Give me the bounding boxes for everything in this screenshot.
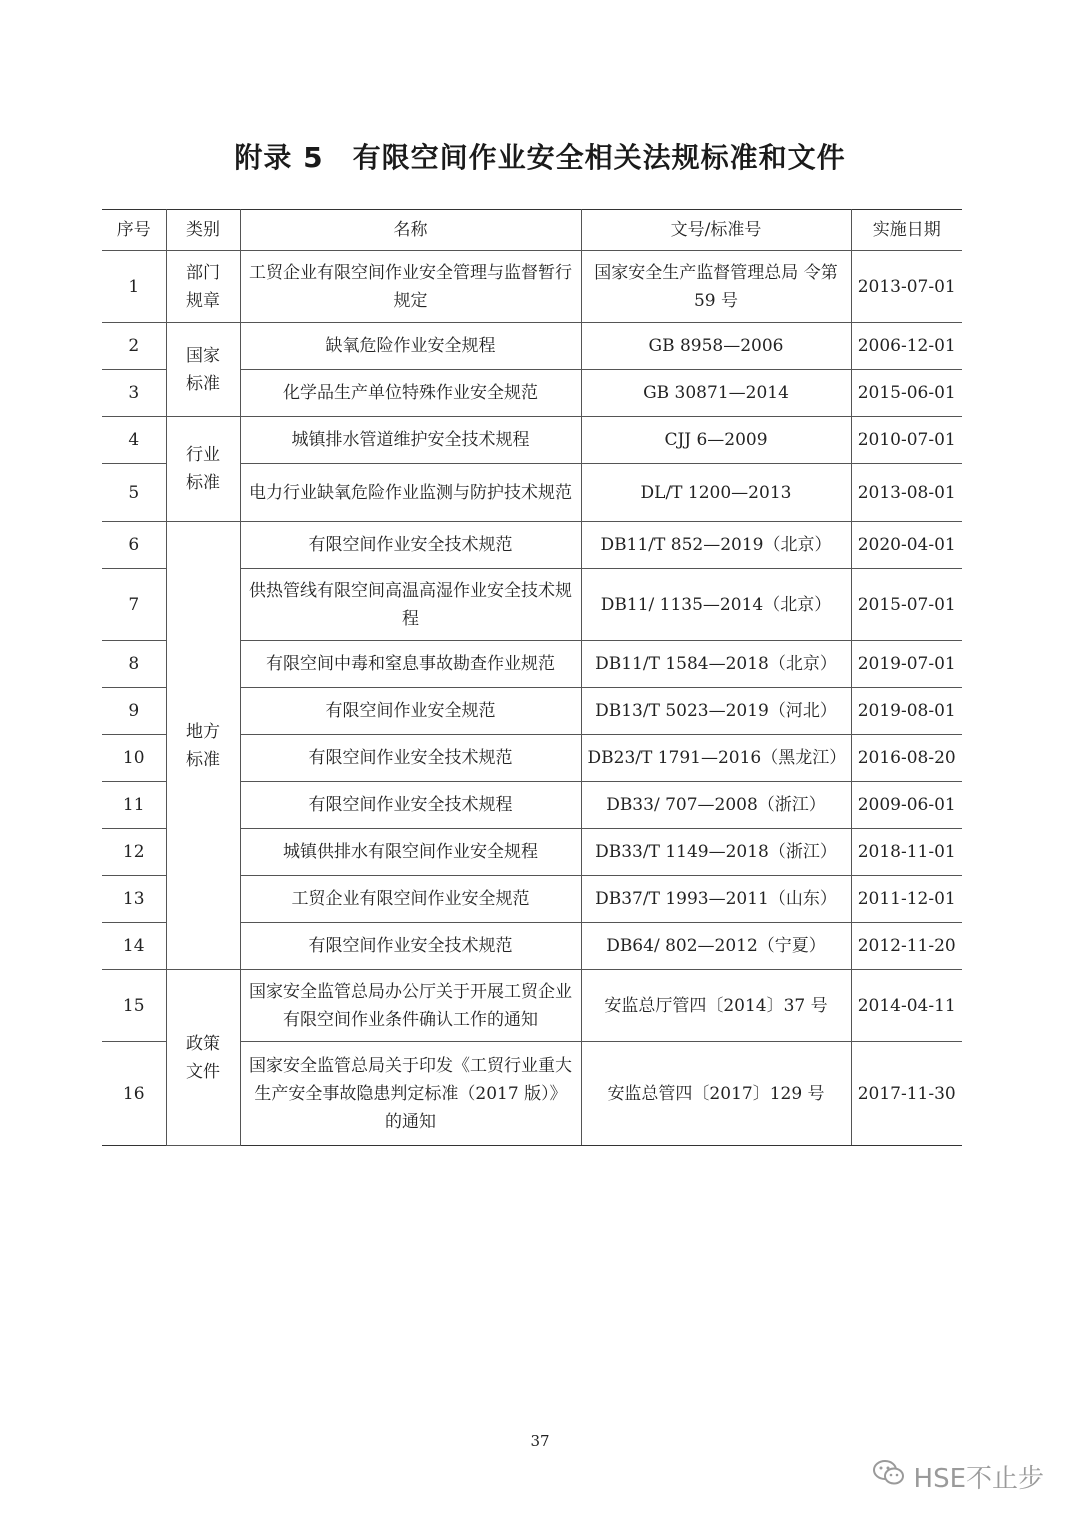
regulation-name: 国家安全监管总局关于印发《工贸行业重大生产安全事故隐患判定标准（2017 版）》的通知 bbox=[240, 1042, 581, 1146]
header-cell: 实施日期 bbox=[851, 210, 962, 251]
table-row bbox=[102, 251, 962, 323]
regulation-name: 化学品生产单位特殊作业安全规范 bbox=[240, 370, 581, 417]
document-number: DB11/T 1584—2018（北京） bbox=[581, 641, 851, 688]
document-number: DB23/T 1791—2016（黑龙江） bbox=[581, 735, 851, 782]
row-number: 2 bbox=[102, 323, 166, 370]
regulation-name: 有限空间作业安全技术规范 bbox=[240, 923, 581, 970]
document-number: GB 30871—2014 bbox=[581, 370, 851, 417]
document-number: GB 8958—2006 bbox=[581, 323, 851, 370]
row-number: 9 bbox=[102, 688, 166, 735]
effective-date: 2018-11-01 bbox=[851, 829, 962, 876]
row-number: 15 bbox=[102, 970, 166, 1042]
effective-date: 2012-11-20 bbox=[851, 923, 962, 970]
page-title: 附录 5 有限空间作业安全相关法规标准和文件 bbox=[234, 141, 846, 174]
row-number: 14 bbox=[102, 923, 166, 970]
regulation-name: 城镇供排水有限空间作业安全规程 bbox=[240, 829, 581, 876]
row-number: 6 bbox=[102, 522, 166, 569]
header-cell: 文号/标准号 bbox=[581, 210, 851, 251]
category-cell: 国家 标准 bbox=[166, 323, 240, 417]
regulation-name: 供热管线有限空间高温高湿作业安全技术规程 bbox=[240, 569, 581, 641]
effective-date: 2020-04-01 bbox=[851, 522, 962, 569]
document-number: DB11/ 1135—2014（北京） bbox=[581, 569, 851, 641]
row-number: 7 bbox=[102, 569, 166, 641]
regulation-name: 工贸企业有限空间作业安全管理与监督暂行规定 bbox=[240, 251, 581, 323]
row-number: 4 bbox=[102, 417, 166, 464]
watermark-text: HSE不止步 bbox=[913, 1464, 1044, 1494]
effective-date: 2013-08-01 bbox=[851, 464, 962, 522]
document-number: DB33/ 707—2008（浙江） bbox=[581, 782, 851, 829]
row-number: 16 bbox=[102, 1042, 166, 1146]
category-cell: 部门 规章 bbox=[166, 251, 240, 323]
row-number: 5 bbox=[102, 464, 166, 522]
regulation-name: 有限空间作业安全技术规范 bbox=[240, 735, 581, 782]
regulation-name: 工贸企业有限空间作业安全规范 bbox=[240, 876, 581, 923]
regulation-name: 有限空间作业安全技术规程 bbox=[240, 782, 581, 829]
row-number: 8 bbox=[102, 641, 166, 688]
document-number: DB13/T 5023—2019（河北） bbox=[581, 688, 851, 735]
regulation-name: 有限空间作业安全技术规范 bbox=[240, 522, 581, 569]
document-number: DB33/T 1149—2018（浙江） bbox=[581, 829, 851, 876]
effective-date: 2014-04-11 bbox=[851, 970, 962, 1042]
table-header-row bbox=[102, 210, 962, 251]
regulation-name: 有限空间中毒和窒息事故勘查作业规范 bbox=[240, 641, 581, 688]
header-cell: 名称 bbox=[240, 210, 581, 251]
effective-date: 2015-07-01 bbox=[851, 569, 962, 641]
effective-date: 2011-12-01 bbox=[851, 876, 962, 923]
document-number: CJJ 6—2009 bbox=[581, 417, 851, 464]
effective-date: 2015-06-01 bbox=[851, 370, 962, 417]
table-row bbox=[102, 417, 962, 464]
document-number: DB64/ 802—2012（宁夏） bbox=[581, 923, 851, 970]
effective-date: 2019-07-01 bbox=[851, 641, 962, 688]
effective-date: 2009-06-01 bbox=[851, 782, 962, 829]
document-number: DB37/T 1993—2011（山东） bbox=[581, 876, 851, 923]
document-number: DL/T 1200—2013 bbox=[581, 464, 851, 522]
document-number: 国家安全生产监督管理总局 令第 59 号 bbox=[581, 251, 851, 323]
regulation-name: 城镇排水管道维护安全技术规程 bbox=[240, 417, 581, 464]
row-number: 11 bbox=[102, 782, 166, 829]
category-cell: 地方 标准 bbox=[166, 522, 240, 970]
wechat-icon bbox=[872, 1458, 906, 1495]
header-cell: 序号 bbox=[102, 210, 166, 251]
regulation-name: 有限空间作业安全规范 bbox=[240, 688, 581, 735]
regulation-name: 缺氧危险作业安全规程 bbox=[240, 323, 581, 370]
row-number: 3 bbox=[102, 370, 166, 417]
effective-date: 2013-07-01 bbox=[851, 251, 962, 323]
document-number: 安监总厅管四〔2014〕37 号 bbox=[581, 970, 851, 1042]
document-number: DB11/T 852—2019（北京） bbox=[581, 522, 851, 569]
header-cell: 类别 bbox=[166, 210, 240, 251]
table-row bbox=[102, 522, 962, 569]
page-number: 37 bbox=[530, 1432, 550, 1450]
regulations-table bbox=[102, 209, 962, 1146]
effective-date: 2019-08-01 bbox=[851, 688, 962, 735]
regulation-name: 电力行业缺氧危险作业监测与防护技术规范 bbox=[240, 464, 581, 522]
regulation-name: 国家安全监管总局办公厅关于开展工贸企业有限空间作业条件确认工作的通知 bbox=[240, 970, 581, 1042]
effective-date: 2017-11-30 bbox=[851, 1042, 962, 1146]
row-number: 12 bbox=[102, 829, 166, 876]
row-number: 10 bbox=[102, 735, 166, 782]
table-row bbox=[102, 970, 962, 1042]
category-cell: 政策 文件 bbox=[166, 970, 240, 1146]
category-cell: 行业 标准 bbox=[166, 417, 240, 522]
watermark bbox=[872, 1458, 1044, 1495]
table-row bbox=[102, 323, 962, 370]
row-number: 1 bbox=[102, 251, 166, 323]
effective-date: 2010-07-01 bbox=[851, 417, 962, 464]
effective-date: 2006-12-01 bbox=[851, 323, 962, 370]
effective-date: 2016-08-20 bbox=[851, 735, 962, 782]
document-number: 安监总管四〔2017〕129 号 bbox=[581, 1042, 851, 1146]
row-number: 13 bbox=[102, 876, 166, 923]
